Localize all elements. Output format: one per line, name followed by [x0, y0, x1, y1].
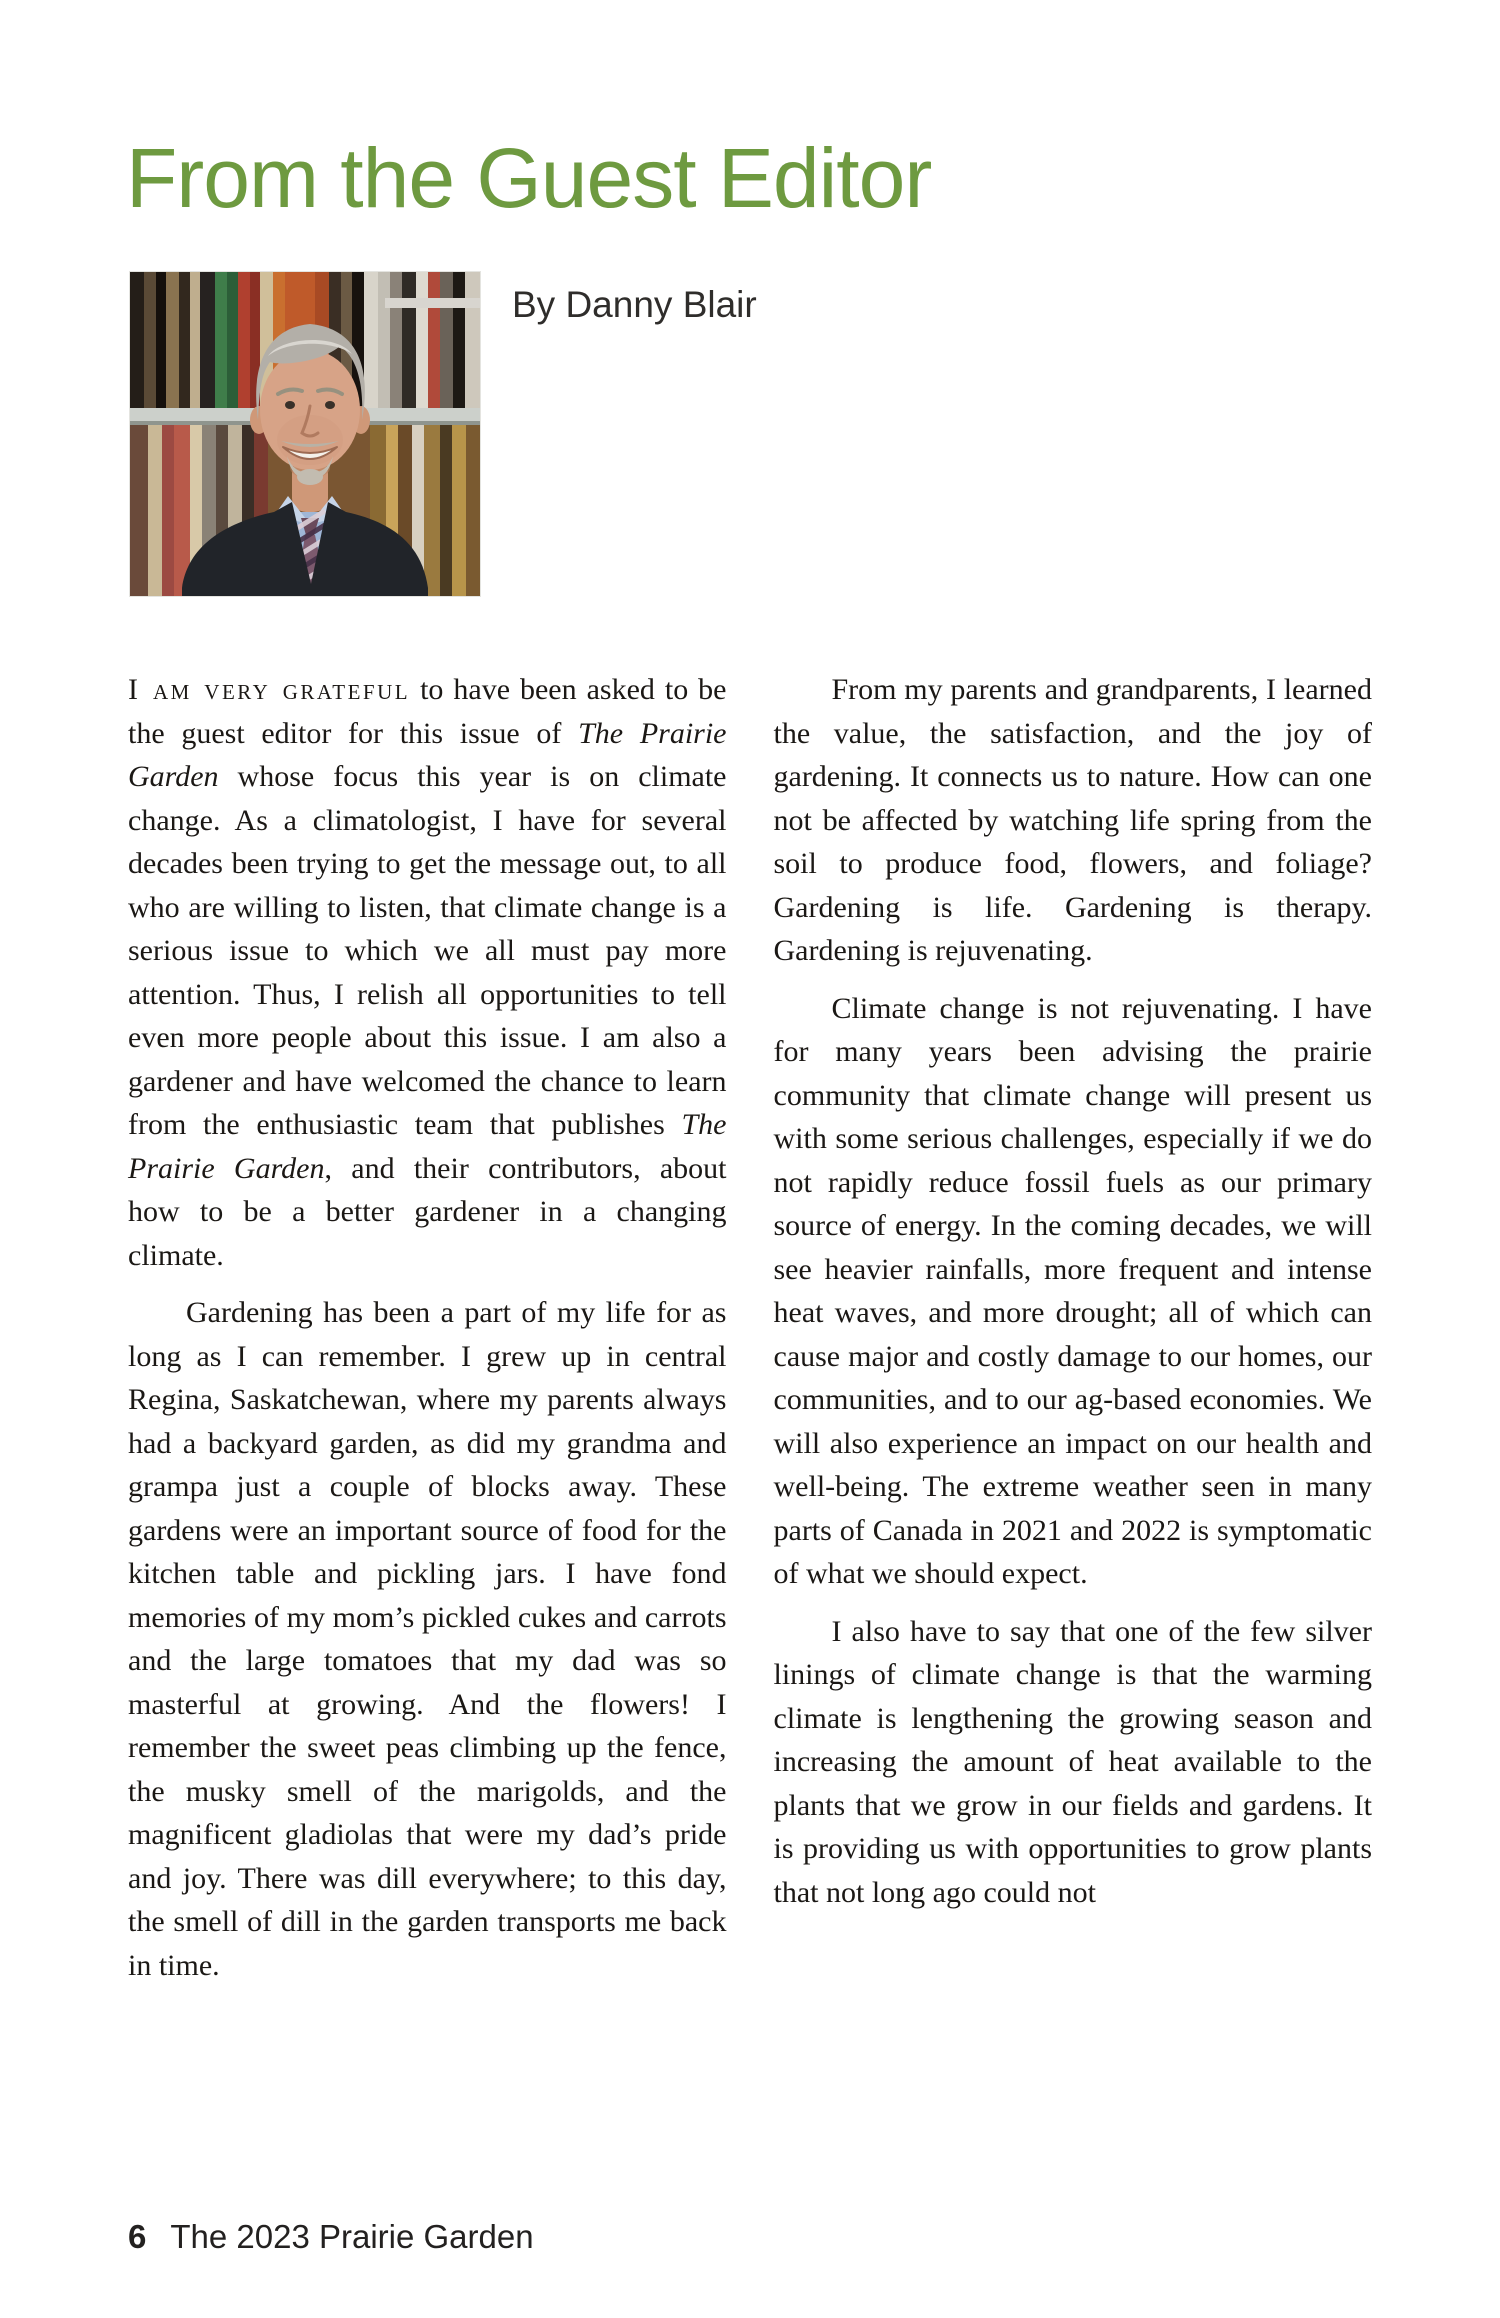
- text-segment: Climate change is not rejuvenating. I have for many years been advising the prairie community that climate change will present us with some serious challenges, especially if we do not rapidly reduce fossil fuels as our primary source of energy. In the coming decades, we will see heavier rainfalls, more frequent and intense heat waves, and more drought; all of which can cause major and costly damage to our homes, our communities, and to our ag-based economies. We will also experience an impact on our health and well-being. The extreme weather seen in many parts of Canada in 2021 and 2022 is symptomatic of what we should expect.: [773, 991, 1372, 1590]
- left-column: [128, 668, 727, 1987]
- portrait-photo: [130, 272, 480, 596]
- text-segment: , and their contributors, about how to be a better gardener in a changing climate.: [128, 1151, 727, 1272]
- text-segment: The Prairie Garden: [128, 716, 727, 793]
- paragraph: [774, 1610, 1373, 1915]
- page-footer: [128, 2218, 534, 2256]
- article-body: [128, 668, 1372, 1987]
- text-segment: Gardening has been a part of my life for as long as I can remember. I grew up in central Regina, Saskatchewan, where my parents always had a backyard garden, as did my grandma and grampa just a couple of blocks away. These gardens were an important source of food for the kitchen table and pickling jars. I have fond memories of my mom’s pickled cukes and carrots and the large tomatoes that my dad was so masterful at growing. And the flowers! I remember the sweet peas climbing up the fence, the musky smell of the marigolds, and the magnificent gladiolas that were my dad’s pride and joy. There was dill everywhere; to this day, the smell of dill in the garden transports me back in time.: [128, 1296, 727, 1982]
- text-segment: whose focus this year is on climate change. As a climatologist, I have for several decades been trying to get the message out, to all who are willing to listen, that climate change is a serious issue to which we all must pay more attention. Thus, I relish all opportunities to tell even more people about this issue. I am also a gardener and have welcomed the chance to learn from the enthusiastic team that publishes: [128, 760, 727, 1141]
- paragraph: [774, 987, 1373, 1596]
- portrait-photo-illustration: [130, 272, 480, 596]
- paragraph: [774, 668, 1373, 973]
- right-column: [774, 668, 1373, 1987]
- paragraph: [128, 668, 727, 1277]
- text-segment: The Prairie Garden: [128, 1108, 727, 1185]
- page-number: 6: [128, 2218, 147, 2255]
- byline: By Danny Blair: [512, 284, 757, 325]
- footer-publication: The 2023 Prairie Garden: [170, 2218, 534, 2255]
- page-title: From the Guest Editor: [126, 131, 932, 225]
- text-segment: I also have to say that one of the few silver linings of climate change is that the warming climate is lengthening the growing season and increasing the amount of heat available to the plants that we grow in our fields and gardens. It is providing us with opportunities to grow plants that not long ago could not: [773, 1614, 1372, 1909]
- text-segment: to have been asked to be the guest editor for this issue of: [128, 673, 727, 750]
- text-segment: From my parents and grandparents, I learned the value, the satisfaction, and the joy of gardening. It connects us to nature. How can one not be affected by watching life spring from the soil to produce food, flowers, and foliage? Gardening is life. Gardening is therapy. Gardening is rejuvenating.: [773, 673, 1372, 967]
- paragraph: [128, 1291, 727, 1987]
- text-segment: I am very grateful: [128, 673, 411, 706]
